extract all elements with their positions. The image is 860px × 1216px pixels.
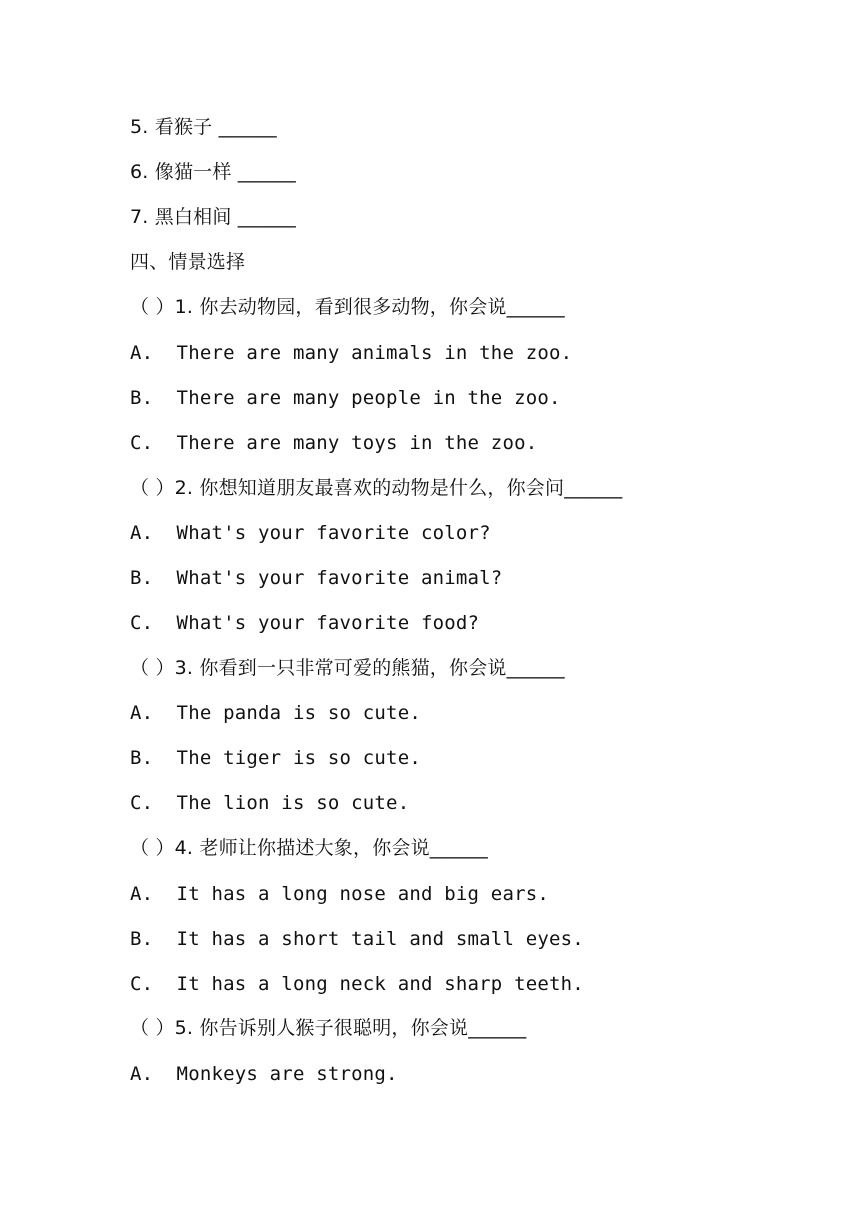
question-1-prompt: （ ）1. 你去动物园，看到很多动物，你会说______ — [130, 296, 565, 318]
question-4-option-a: A. It has a long nose and big ears. — [130, 883, 550, 905]
question-1-option-c: C. There are many toys in the zoo. — [130, 432, 538, 454]
question-2-option-b: B. What's your favorite animal? — [130, 567, 503, 589]
question-2-option-c: C. What's your favorite food? — [130, 612, 480, 634]
question-4-option-b: B. It has a short tail and small eyes. — [130, 928, 584, 950]
question-3-option-a: A. The panda is so cute. — [130, 702, 421, 724]
vocab-item-5: 5. 看猴子 ______ — [130, 116, 277, 138]
question-2-prompt: （ ）2. 你想知道朋友最喜欢的动物是什么，你会问______ — [130, 477, 623, 499]
question-3-option-b: B. The tiger is so cute. — [130, 747, 421, 769]
vocab-item-6: 6. 像猫一样 ______ — [130, 161, 297, 183]
question-1-option-b: B. There are many people in the zoo. — [130, 387, 561, 409]
question-1-option-a: A. There are many animals in the zoo. — [130, 342, 573, 364]
question-2-option-a: A. What's your favorite color? — [130, 522, 491, 544]
question-5-prompt: （ ）5. 你告诉别人猴子很聪明，你会说______ — [130, 1017, 527, 1039]
question-4-option-c: C. It has a long neck and sharp teeth. — [130, 973, 584, 995]
question-4-prompt: （ ）4. 老师让你描述大象，你会说______ — [130, 837, 489, 859]
question-3-prompt: （ ）3. 你看到一只非常可爱的熊猫，你会说______ — [130, 657, 565, 679]
vocab-item-7: 7. 黑白相间 ______ — [130, 206, 297, 228]
section-title: 四、情景选择 — [130, 251, 246, 273]
question-3-option-c: C. The lion is so cute. — [130, 792, 410, 814]
question-5-option-a: A. Monkeys are strong. — [130, 1063, 398, 1085]
